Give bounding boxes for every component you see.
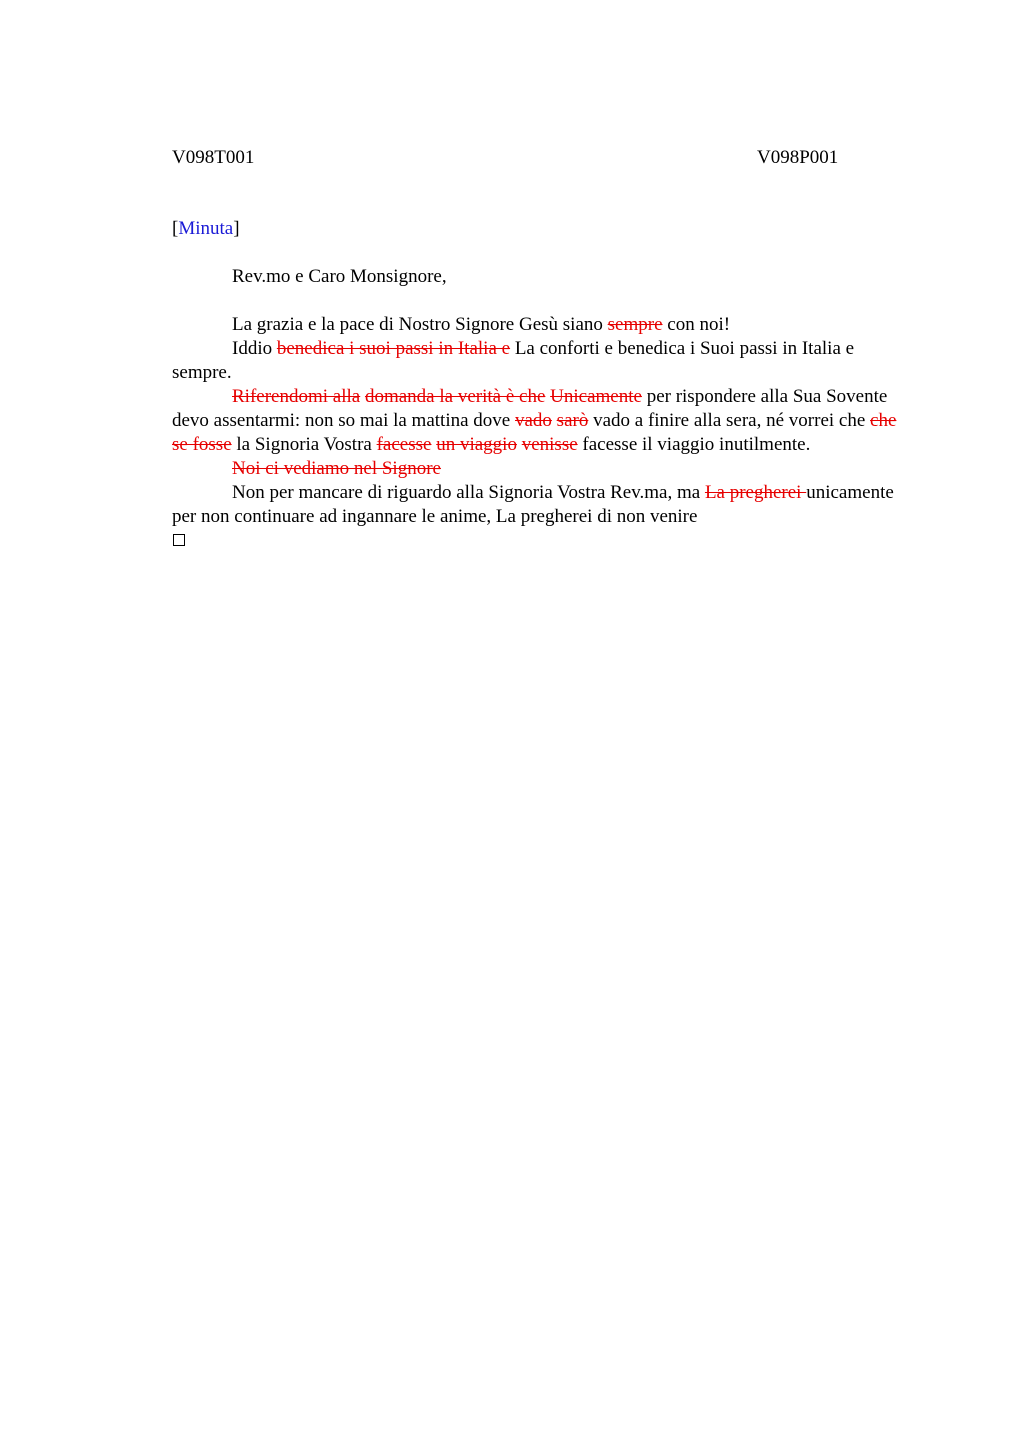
paragraph-4	[172, 457, 912, 481]
text: per rispondere alla Sua Sovente devo assentarmi: non so mai la mattina dove	[172, 386, 888, 431]
paragraph-3	[172, 385, 912, 457]
text: con noi!	[662, 314, 731, 335]
deleted-text: sarò	[556, 410, 589, 431]
text: La grazia e la pace di Nostro Signore Gesù siano	[232, 314, 608, 335]
deleted-text: Unicamente	[550, 386, 642, 407]
text: vado a finire alla sera, né vorrei che	[588, 410, 871, 431]
letter-body	[172, 265, 912, 546]
text: Non per mancare di riguardo alla Signoria Vostra Rev.ma, ma	[232, 482, 705, 503]
empty-square-icon	[173, 534, 185, 546]
document-code-right: V098P001	[757, 147, 839, 168]
deleted-text: sempre	[607, 314, 663, 335]
text: unicamente per non continuare ad ingannare le anime, La pregherei di non venire	[172, 482, 894, 527]
document-code-left: V098T001	[172, 147, 255, 168]
deleted-text: un viaggio	[436, 434, 517, 455]
deleted-text: benedica i suoi passi in Italia e	[276, 338, 511, 359]
text: La conforti e benedica i Suoi passi in Italia e sempre.	[172, 338, 855, 383]
text: la Signoria Vostra	[231, 434, 377, 455]
deleted-text: Noi ci vediamo nel Signore	[232, 458, 441, 479]
paragraph-2	[172, 337, 912, 385]
text: Iddio	[232, 338, 277, 359]
paragraph-1	[172, 313, 912, 337]
deleted-text: Riferendomi alla	[232, 386, 361, 407]
text: facesse il viaggio inutilmente.	[577, 434, 811, 455]
deleted-text: venisse	[521, 434, 578, 455]
label-close-bracket: ]	[233, 218, 240, 239]
paragraph-5	[172, 481, 912, 529]
draft-label	[172, 218, 240, 240]
deleted-text: La pregherei	[704, 482, 807, 503]
label-open-bracket: [	[172, 218, 179, 239]
label-text: Minuta	[178, 218, 234, 239]
deleted-text: che se fosse	[172, 410, 897, 455]
salutation: Rev.mo e Caro Monsignore,	[232, 266, 447, 287]
deleted-text: facesse	[376, 434, 432, 455]
deleted-text: domanda la verità è che	[364, 386, 546, 407]
deleted-text: vado	[514, 410, 552, 431]
